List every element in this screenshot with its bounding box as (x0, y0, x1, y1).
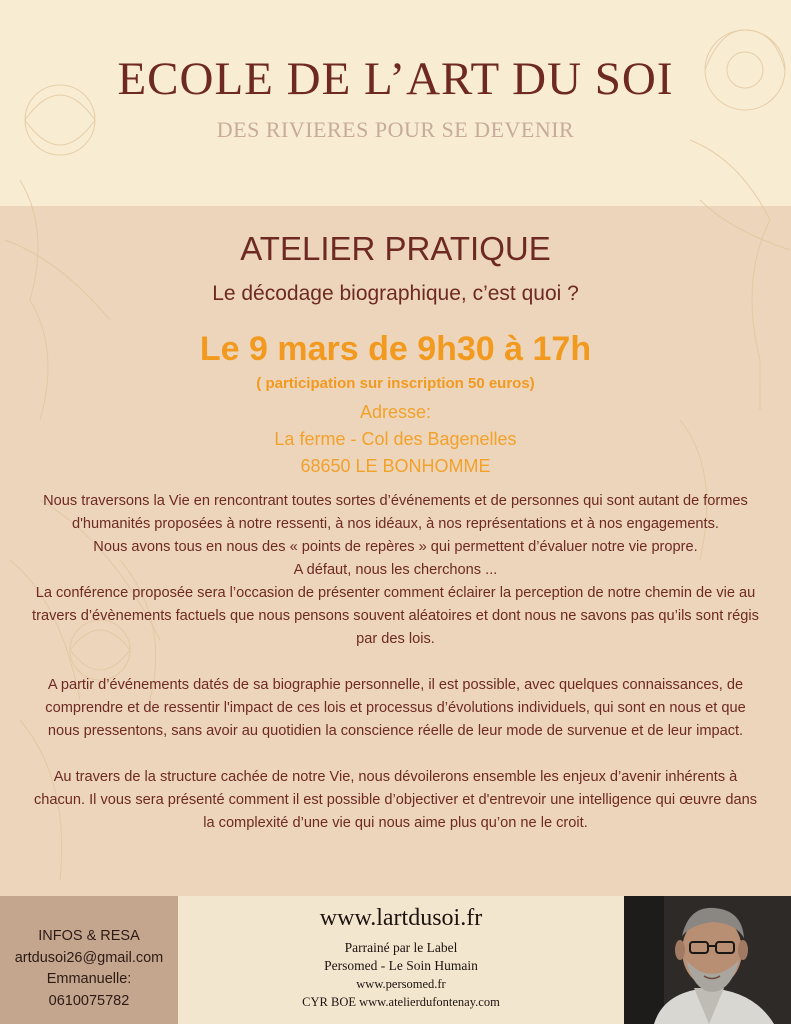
paragraph: Au travers de la structure cachée de notre Vie, nous dévoilerons ensemble les enjeux d’avenir inhérents à chacun. Il vous sera présenté comment il est possible d’objectiver et d'entrevoir une intelligence qui œuvre dans la complexité d’une vie qui nous aime plus qu’on ne le croit. (33, 769, 758, 831)
address-line2: 68650 LE BONHOMME (300, 456, 491, 476)
sponsor-line1: Parrainé par le Label (344, 940, 458, 955)
contact-phone[interactable]: 0610075782 (48, 992, 130, 1009)
event-description (28, 490, 763, 835)
school-subtitle: DES RIVIERES POUR SE DEVENIR (216, 117, 575, 142)
contact-heading: INFOS & RESA (38, 928, 140, 944)
event-heading: ATELIER PRATIQUE (240, 230, 551, 267)
paragraph: Nous traversons la Vie en rencontrant toutes sortes d’événements et de personnes qui sont autant de formes d'humanités proposées à notre ressenti, à nos idéaux, à nos représentations et à nos engagements. (43, 493, 748, 532)
paragraph: A partir d’événements datés de sa biographie personnelle, il est possible, avec quelques connaissances, de comprendre et de ressentir l'impact de ces lois et processus d’évolutions individuels, qui sont en nous et que nous pressentons, sans avoir au quotidien la conscience réelle de leur mode de survenue et de leur impact. (45, 677, 746, 739)
school-title: ECOLE DE L’ART DU SOI (117, 53, 674, 105)
address-label: Adresse: (359, 402, 432, 422)
paragraph: Nous avons tous en nous des « points de repères » qui permettent d’évaluer notre vie propre. (93, 539, 698, 555)
contact-name: Emmanuelle: (46, 971, 132, 987)
contact-info (0, 926, 178, 1012)
paragraph: La conférence proposée sera l’occasion de présenter comment éclairer la perception de notre chemin de vie au travers d’évènements factuels que nous pensons souvent aléatoires et dont nous ne savons pas qu’ils sont régis par des lois. (32, 585, 759, 647)
sponsor-website-link[interactable]: www.persomed.fr (356, 977, 446, 991)
portrait-photo (624, 896, 791, 1024)
credit-line[interactable]: CYR BOE www.atelierdufontenay.com (302, 995, 500, 1009)
contact-email[interactable]: artdusoi26@gmail.com (14, 949, 164, 966)
website-link[interactable]: www.lartdusoi.fr (319, 905, 483, 931)
event-date: Le 9 mars de 9h30 à 17h (199, 330, 592, 368)
sponsor-line2: Persomed - Le Soin Humain (324, 958, 478, 973)
event-participation: ( participation sur inscription 50 euros) (256, 375, 535, 392)
paragraph: A défaut, nous les cherchons ... (293, 562, 498, 578)
address-line1: La ferme - Col des Bagenelles (274, 429, 517, 449)
event-question: Le décodage biographique, c’est quoi ? (212, 282, 579, 305)
